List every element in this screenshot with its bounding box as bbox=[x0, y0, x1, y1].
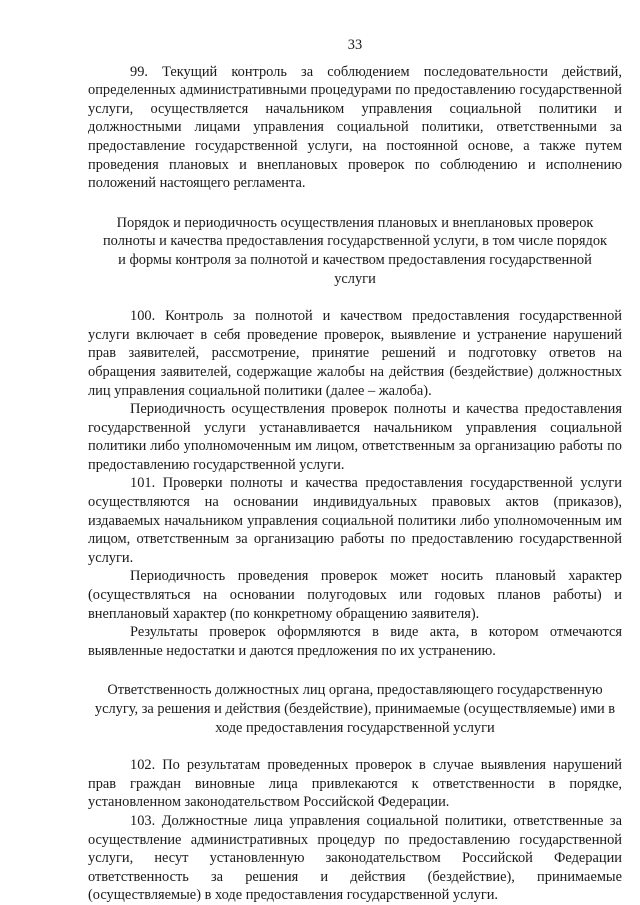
document-page bbox=[88, 36, 622, 905]
paragraph-100-periodicity: Периодичность осуществления проверок полноты и качества предоставления государственной услуги устанавливается начальником управления социальной политики либо уполномоченным им лицом, ответственным за организацию работы по предоставлению государственной услуги. bbox=[88, 401, 622, 473]
paragraph-99: 99. Текущий контроль за соблюдением последовательности действий, определенных административными процедурами по предоставлению государственной услуги, осуществляется начальником управления социальной политики и должностными лицами управления социальной политики, ответственными за предоставление государственной услуги, на постоянной основе, а также путем проведения плановых и внеплановых проверок по соблюдению и исполнению положений настоящего регламента. bbox=[88, 63, 622, 192]
section-heading-responsibility: Ответственность должностных лиц органа, предоставляющего государственную услугу, за решения и действия (бездействие), принимаемые (осуществляемые) ими в ходе предоставления государственной услуги bbox=[94, 682, 616, 736]
page-number: 33 bbox=[347, 37, 363, 53]
paragraph-100: 100. Контроль за полнотой и качеством предоставления государственной услуги включает в себя проведение проверок, выявление и устранение нарушений прав заявителей, рассмотрение, принятие решений и подготовку ответов на обращения заявителей, содержащие жалобы на действия (бездействие) должностных лиц управления социальной политики (далее – жалоба). bbox=[88, 308, 622, 399]
paragraph-103: 103. Должностные лица управления социальной политики, ответственные за осуществление административных процедур по предоставлению государственной услуги, несут установленную законодательством Российской Федерации ответственность за решения и действия (бездействие), принимаемые (осуществляемые) в ходе предоставления государственной услуги. bbox=[88, 812, 622, 904]
section-heading-inspections: Порядок и периодичность осуществления плановых и внеплановых проверок полноты и качества предоставления государственной услуги, в том числе порядок и формы контроля за полнотой и качеством предоставления государственной услуги bbox=[102, 214, 608, 287]
paragraph-101: 101. Проверки полноты и качества предоставления государственной услуги осуществляются на основании индивидуальных правовых актов (приказов), издаваемых начальником управления социальной политики либо уполномоченным им лицом, ответственным за организацию работы по предоставлению государственной услуги. bbox=[88, 475, 622, 566]
paragraph-101-periodicity: Периодичность проведения проверок может носить плановый характер (осуществляться на основании полугодовых или годовых планов работы) и внеплановый характер (по конкретному обращению заявителя). bbox=[88, 568, 622, 622]
paragraph-102: 102. По результатам проведенных проверок в случае выявления нарушений прав граждан виновные лица привлекаются к ответственности в порядке, установленном законодательством Российской Федерации. bbox=[88, 757, 622, 811]
paragraph-101-results: Результаты проверок оформляются в виде акта, в котором отмечаются выявленные недостатки и даются предложения по их устранению. bbox=[88, 624, 622, 659]
